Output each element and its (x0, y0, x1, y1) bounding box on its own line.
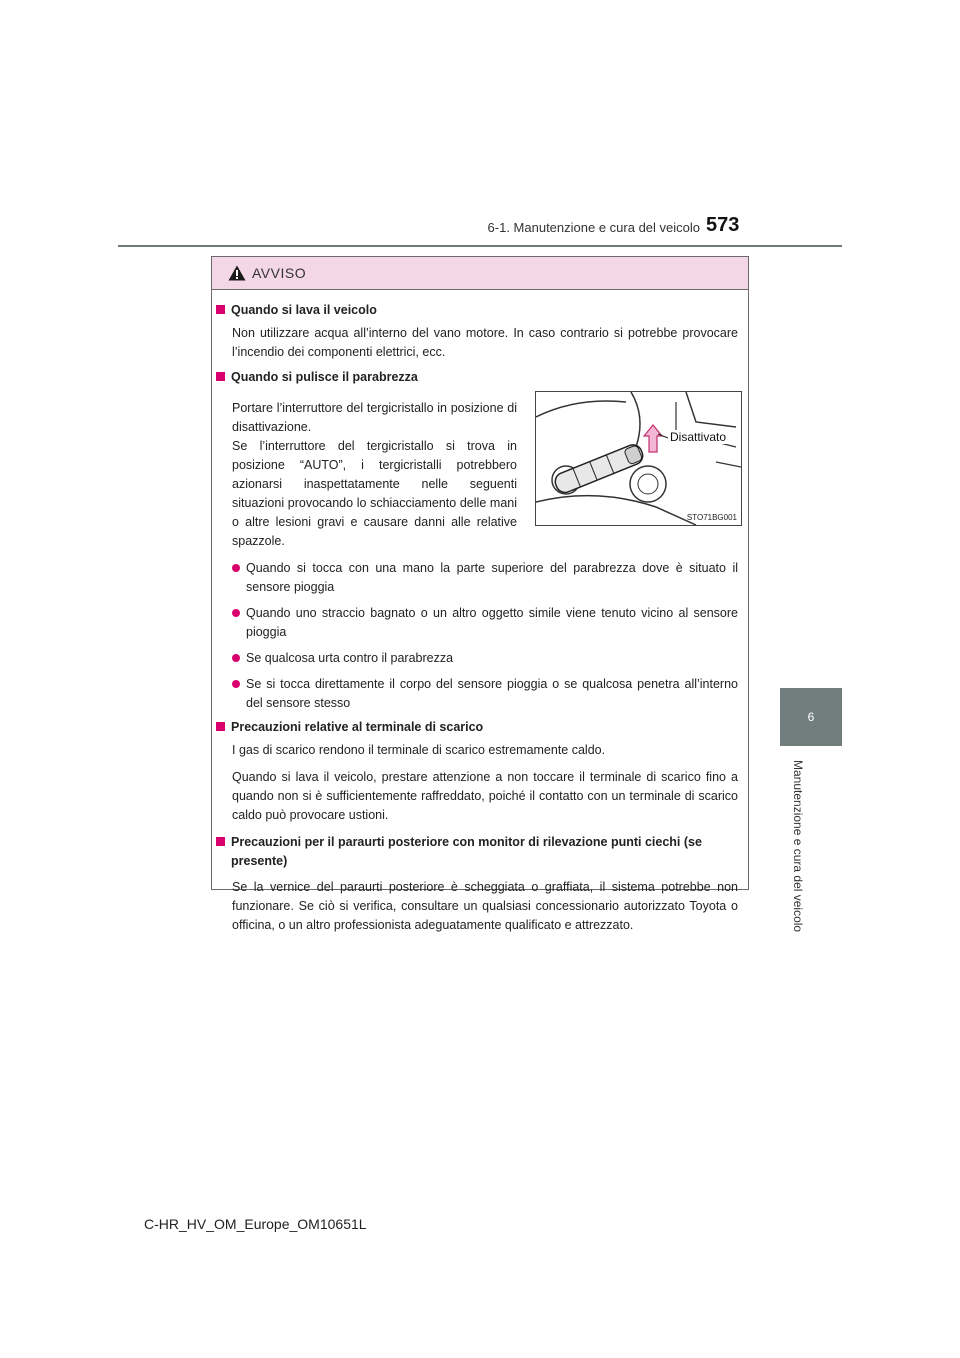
item-text-exhaust: I gas di scarico rendono il terminale di scarico estremamente caldo. (232, 743, 606, 757)
item-text-bumper: Se la vernice del paraurti posteriore è scheggiata o graffiata, il sistema potrebbe non funzionare. Se ciò si verifica, consultare un qualsiasi concessionario autorizzato Toyota o officina, o un altro professionista adeguatamente qualificato e attrezzato. (232, 880, 738, 932)
figure-callout-off: Disattivato (670, 430, 727, 444)
square-bullet-icon (216, 722, 225, 731)
wiper-switch-figure (535, 391, 742, 526)
warning-box (211, 256, 749, 932)
chapter-tab (780, 688, 842, 746)
circle-bullet-icon (232, 680, 240, 688)
square-bullet-icon (216, 305, 225, 314)
item-title-exhaust: Precauzioni relative al terminale di scarico (216, 720, 742, 734)
item-text-windshield: Portare l’interruttore del tergicristallo in posizione di disattivazione. Se l’interruttore del tergicristallo si trova in posizione “AUTO”, i tergicristalli potrebbero azionarsi inaspettatamente nelle seguenti situazioni provocando lo schiacciamento delle mani o altre lesioni gravi e causare danni alle relative spazzole. (232, 401, 517, 548)
warning-title: AVVISO (252, 265, 307, 281)
item-text-exhaust-2: Quando si lava il veicolo, prestare attenzione a non toccare il terminale di scarico fino a quando non si è sufficientemente raffreddato, poiché il contatto con un terminale di scarico caldo può provocare ustioni. (232, 770, 738, 822)
list-item: Se si tocca direttamente il corpo del sensore pioggia o se qualcosa penetra all’interno del sensore stesso (232, 675, 738, 713)
circle-bullet-icon (232, 654, 240, 662)
chapter-number: 6 (807, 710, 815, 724)
windshield-row (232, 391, 742, 551)
item-title-bumper: Precauzioni per il paraurti posteriore con monitor di rilevazione punti ciechi (se presente) (216, 833, 742, 871)
warning-header (212, 257, 748, 290)
list-item: Quando si tocca con una mano la parte superiore del parabrezza dove è situato il sensore pioggia (232, 559, 738, 597)
item-text-washing: Non utilizzare acqua all’interno del vano motore. In caso contrario si potrebbe provocare l’incendio dei componenti elettrici, ecc. (232, 326, 738, 359)
chapter-side-label (780, 760, 816, 940)
page-number: 573 (706, 214, 740, 236)
warning-triangle-icon (228, 265, 246, 281)
item-title-washing: Quando si lava il veicolo (216, 303, 742, 317)
square-bullet-icon (216, 372, 225, 381)
running-header-section: 6-1. Manutenzione e cura del veicolo (487, 220, 700, 235)
figure-code: STO71BG001 (686, 513, 737, 522)
footer-document-code: C-HR_HV_OM_Europe_OM10651L (144, 1216, 367, 1232)
header-rule (118, 245, 842, 247)
wiper-switch-illustration (536, 392, 741, 525)
list-item: Quando uno straccio bagnato o un altro oggetto simile viene tenuto vicino al sensore pioggia (232, 604, 738, 642)
circle-bullet-icon (232, 609, 240, 617)
warning-body (212, 297, 748, 943)
list-item: Se qualcosa urta contro il parabrezza (232, 649, 738, 668)
chapter-title: Manutenzione e cura del veicolo (791, 760, 805, 933)
square-bullet-icon (216, 837, 225, 846)
circle-bullet-icon (232, 564, 240, 572)
item-title-windshield: Quando si pulisce il parabrezza (216, 370, 742, 384)
